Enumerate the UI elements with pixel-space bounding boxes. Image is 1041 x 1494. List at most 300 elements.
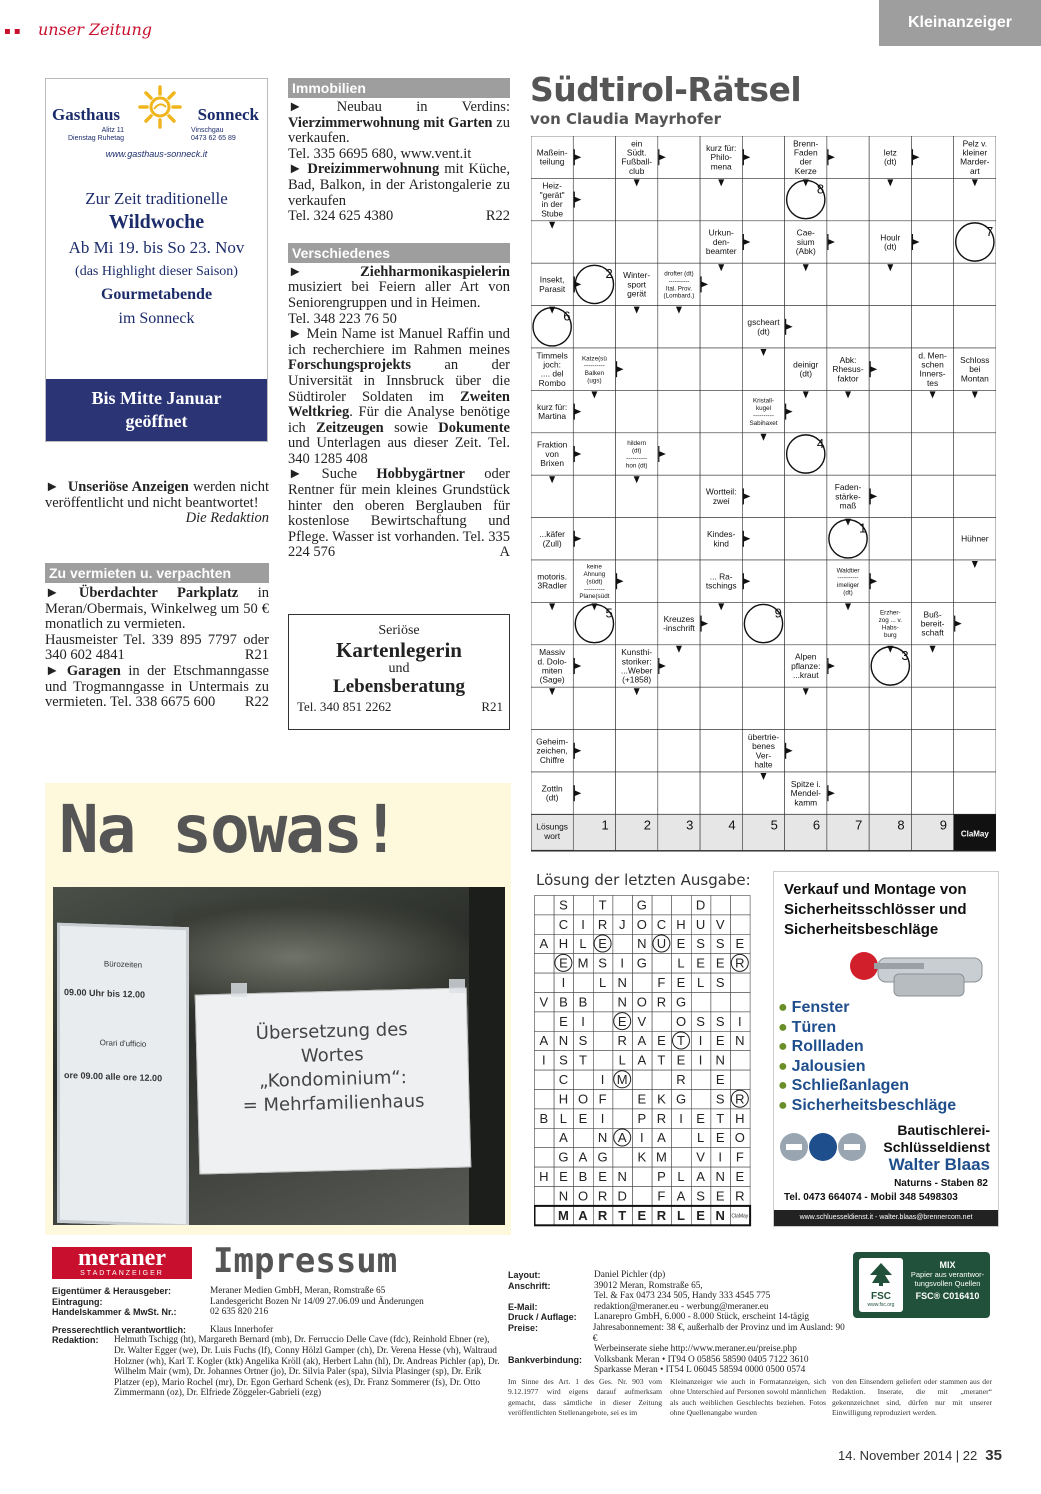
blaas-headline: Verkauf und Montage von Sicherheitsschlösser und Sicherheitsbeschläge bbox=[784, 881, 967, 938]
solution-letter: H bbox=[539, 1169, 549, 1184]
solution-letter: G bbox=[597, 1149, 608, 1165]
solution-cell bbox=[731, 993, 751, 1012]
clue-text: Spitze i. Mendel-kamm bbox=[790, 778, 821, 808]
answer-cell[interactable] bbox=[869, 518, 911, 560]
circle-number: 7 bbox=[985, 223, 994, 239]
solution-letter: F bbox=[598, 1091, 607, 1107]
solution-letter: B bbox=[539, 1110, 549, 1126]
clue-text: Alpen pflanze: ...kraut bbox=[791, 651, 821, 681]
solution-letter: E bbox=[715, 1130, 725, 1146]
answer-cell[interactable] bbox=[827, 433, 869, 475]
clue-text: Kindes-kind bbox=[707, 529, 736, 549]
solution-letter: U bbox=[695, 916, 706, 932]
solution-letter: I bbox=[541, 1052, 546, 1068]
answer-cell[interactable] bbox=[658, 348, 700, 390]
solution-letter: A bbox=[657, 1130, 666, 1146]
meraner-logo: meraner STADTANZEIGER bbox=[52, 1247, 192, 1279]
answer-cell[interactable] bbox=[954, 687, 996, 729]
solution-cell bbox=[535, 1187, 555, 1206]
solution-letter: B bbox=[578, 1169, 588, 1184]
solution-letter: V bbox=[715, 916, 725, 932]
solution-cell bbox=[731, 915, 751, 934]
solution-letter: I bbox=[698, 1052, 703, 1068]
clue-text: Abk: Rhesus-faktor bbox=[832, 354, 864, 384]
blaas-url[interactable]: www.schluesseldienst.it - walter.blaas@brennercom.net bbox=[774, 1210, 998, 1226]
solution-letter: S bbox=[598, 955, 607, 971]
answer-cell[interactable] bbox=[911, 730, 953, 772]
solution-letter: H bbox=[735, 1110, 745, 1126]
answer-cell[interactable] bbox=[954, 433, 996, 475]
clue-text: Brenn-Faden der Kerze bbox=[793, 138, 819, 176]
gasthaus-name-left: Gasthaus bbox=[52, 105, 121, 124]
solution-cell bbox=[672, 1148, 692, 1167]
solution-cell bbox=[613, 1148, 633, 1167]
puzzle-author: von Claudia Mayrhofer bbox=[530, 110, 722, 128]
solution-letter: L bbox=[559, 1110, 568, 1126]
solution-number: 7 bbox=[855, 817, 863, 833]
clue-text: Winter-sport gerät bbox=[623, 270, 651, 299]
solution-letter: L bbox=[677, 1169, 685, 1184]
solution-letter: V bbox=[696, 1149, 705, 1165]
answer-cell[interactable] bbox=[869, 730, 911, 772]
section-heading: Immobilien bbox=[288, 78, 510, 98]
solution-cell bbox=[535, 1012, 555, 1031]
solution-letter: I bbox=[737, 1013, 742, 1029]
answer-cell[interactable] bbox=[658, 687, 700, 729]
answer-cell[interactable] bbox=[827, 306, 869, 348]
clue-text: drofter (dt) ----------Ital. Prov. (Lombard.) bbox=[663, 270, 695, 300]
answer-cell[interactable] bbox=[658, 772, 700, 814]
solution-cell bbox=[613, 896, 633, 915]
solution-cell bbox=[731, 973, 751, 992]
answer-cell[interactable] bbox=[911, 560, 953, 602]
answer-cell[interactable] bbox=[573, 687, 615, 729]
solution-cell bbox=[593, 1031, 613, 1050]
solution-letter: A bbox=[539, 1033, 549, 1049]
circle-number: 3 bbox=[901, 647, 909, 663]
page-footer bbox=[838, 1447, 1002, 1464]
gasthaus-url[interactable]: www.gasthaus-sonneck.it bbox=[105, 149, 208, 159]
answer-cell[interactable] bbox=[658, 221, 700, 263]
solution-letter: L bbox=[618, 1052, 626, 1068]
answer-cell[interactable] bbox=[573, 475, 615, 517]
solution-letter: N bbox=[617, 1169, 627, 1184]
translation-sign: Übersetzung des Wortes „Kondominium“: = Mehrfamilienhaus bbox=[195, 987, 472, 1174]
solution-letter: I bbox=[600, 1110, 605, 1126]
solution-letter-cell[interactable] bbox=[616, 814, 658, 850]
answer-cell[interactable] bbox=[616, 221, 658, 263]
answer-cell[interactable] bbox=[616, 518, 658, 560]
clue-text: Insekt, Parasit bbox=[539, 274, 566, 294]
solution-letter: S bbox=[715, 1091, 725, 1107]
solution-cell bbox=[711, 896, 731, 915]
na-sowas-feature bbox=[45, 783, 511, 1235]
blaas-logo-icon bbox=[778, 1130, 868, 1164]
answer-cell[interactable] bbox=[785, 475, 827, 517]
solution-letter-cell[interactable] bbox=[869, 814, 911, 850]
solution-letter-cell[interactable] bbox=[658, 814, 700, 850]
answer-cell[interactable] bbox=[827, 687, 869, 729]
fsc-badge: FSC www.fsc.org MIX Papier aus verantwor- tungsvollen Quellen FSC® C016410 bbox=[853, 1252, 990, 1318]
legal-text: Kleinanzeiger wie auch in Formatanzeigen, sich ohne Unterschied auf Personen sowohl männlichen als auch weiblichen Geschlechts beziehen. Fotos ohne Quellenangabe wurden bbox=[670, 1377, 826, 1417]
solution-letter: R bbox=[735, 1188, 745, 1204]
answer-cell[interactable] bbox=[785, 518, 827, 560]
solution-letter: R bbox=[735, 1091, 745, 1107]
solution-cell bbox=[672, 1128, 692, 1147]
answer-cell[interactable] bbox=[658, 178, 700, 220]
solution-letter: G bbox=[636, 955, 647, 971]
solution-letter: I bbox=[679, 1110, 683, 1126]
answer-cell[interactable] bbox=[911, 518, 953, 560]
solution-letter: E bbox=[559, 955, 568, 971]
solution-letter: F bbox=[735, 1149, 744, 1165]
feature-photo bbox=[53, 887, 505, 1225]
answer-cell[interactable] bbox=[658, 730, 700, 772]
solution-letter: E bbox=[657, 1033, 666, 1049]
solution-letter: R bbox=[597, 1188, 608, 1204]
solution-letter-cell[interactable] bbox=[785, 814, 827, 850]
redaktion-notice: ► Unseriöse Anzeigen werden nicht veröffentlicht und nicht beantwortet! Die Redaktion bbox=[45, 479, 269, 527]
answer-cell[interactable] bbox=[954, 645, 996, 687]
solution-letter: E bbox=[715, 1033, 725, 1049]
solution-letter: A bbox=[578, 1207, 588, 1223]
answer-cell[interactable] bbox=[573, 221, 615, 263]
answer-cell[interactable] bbox=[869, 687, 911, 729]
clue-text: Cae-sium (Abk) bbox=[795, 227, 816, 257]
answer-cell[interactable] bbox=[616, 602, 658, 644]
answer-cell[interactable] bbox=[869, 433, 911, 475]
clue-text: kurz für: Martina bbox=[537, 401, 568, 422]
solution-letter: I bbox=[620, 955, 625, 971]
solution-letter: N bbox=[597, 1130, 608, 1146]
sun-icon bbox=[138, 85, 182, 129]
solution-letter: L bbox=[677, 955, 685, 971]
solution-letter: E bbox=[715, 955, 725, 971]
classified-ad: ► Suche Hobbygärtner oder Rentner für mein kleines Grundstück hinter den oberen Berglauben für kostenlose Bewirtschaftung und Pflege. Wasser ist vorhanden. Tel. 335 224 576 A bbox=[288, 466, 511, 561]
answer-cell[interactable] bbox=[700, 433, 742, 475]
solution-letter: T bbox=[716, 1110, 725, 1126]
solution-letter: S bbox=[715, 1013, 725, 1029]
solution-letter: R bbox=[656, 994, 667, 1010]
classified-ad: ► Neubau in Verdins: Vierzimmerwohnung mit Garten zu verkaufen. Tel. 335 6695 680, www.vent.it bbox=[288, 99, 510, 162]
answer-cell[interactable] bbox=[954, 306, 996, 348]
circle-number: 9 bbox=[774, 605, 782, 621]
circle-number: 1 bbox=[859, 520, 867, 536]
solution-letter: O bbox=[675, 1013, 687, 1029]
answer-cell[interactable] bbox=[616, 730, 658, 772]
impressum-contact: Layout: Daniel Pichler (dp) Anschrift: 39012 Meran, Romstraße 65, Tel. & Fax 0473 234 505, Handy 333 4545 775 E-Mail: redaktion@meraner.eu - werbung@meraner.eu Druck / Auflage: Lanarepro GmbH, 6.000 - 8.000 Stück, erscheint 14-tägig Preise: Jahresabonnement: 38 €, außerhalb der Provinz und im Ausland: 90 € Werbeinserate siehe http://www.meraner.eu/preise.php Bankverbindung: Volksbank Meran • IT94 O 05856 58590 0405 7122 3610 Sparkasse Meran • IT54 L 06045 58594 0000 0500 0574 bbox=[508, 1270, 845, 1376]
answer-cell[interactable] bbox=[700, 348, 742, 390]
clue-text: gscheart (dt) bbox=[747, 317, 780, 337]
solution-letter: E bbox=[696, 955, 705, 971]
solution-letter: E bbox=[559, 1169, 568, 1184]
solution-letter: N bbox=[558, 1033, 569, 1049]
solution-letter: E bbox=[696, 1110, 705, 1126]
answer-cell[interactable] bbox=[911, 772, 953, 814]
page-number: 35 bbox=[985, 1447, 1002, 1464]
solution-cell bbox=[731, 1051, 751, 1070]
clue-text: letz (dt) bbox=[883, 147, 897, 167]
solution-letter: M bbox=[557, 1207, 569, 1223]
immobilien-section bbox=[288, 78, 510, 561]
impressum-owner: Eigentümer & Herausgeber: Meraner Medien GmbH, Meran, Romstraße 65 Eintragung: Landesgericht Bozen Nr 14/09 27.06.09 und Änderungen Handelskammer & MwSt. Nr.: 02 635 820 216 Presserechtlich verantwortlich: Klaus Innerhofer Redaktion: Helmuth Tschigg (ht), Margareth Bernard (mb), Dr. Ferruccio Delle Cave (fdc), Reinhold Ebner (re), Dr. Walter Egger (we), Dr. Luis Fuchs (lf), Conny Hölzl Gamper (ch), Dr. Verena Hesse (vh), Waltraud Holzner (wh), Karl T. Kogler (ktk) Angelika Kröll (ak), Herbert Lahn (hl), Dr. Andreas Pichler (ap), Dr. Wilhelm Mair (wm), Dr. Johannes Ortner (jo), Dr. Silvia Paler (spa), Silvia Plasinger (sp), Dr. Erik Platzer (ep), Mario Rochel (mr), Dr. Egon Gerhard Schenk (es), Dr. Franz Sommerer (fs), Dr. Otto Zimmermann (oz), Dr. Elfriede Zöggeler-Gabrieli (ezg) bbox=[52, 1286, 500, 1399]
section-heading: Zu vermieten u. verpachten bbox=[45, 563, 269, 583]
solution-letter: O bbox=[577, 1091, 589, 1107]
solution-letter: V bbox=[539, 994, 549, 1010]
solution-letter: H bbox=[558, 936, 569, 952]
clue-text: Geheim-zeichen, Chiffre bbox=[536, 736, 569, 765]
solution-letter: E bbox=[598, 1169, 607, 1184]
fsc-tree-icon bbox=[866, 1261, 896, 1287]
clue-text: Kreuzes -inschrift bbox=[663, 613, 695, 634]
solution-letter: N bbox=[617, 975, 627, 990]
solution-cell bbox=[535, 1206, 555, 1225]
solution-letter: N bbox=[715, 1169, 725, 1184]
solution-letter: N bbox=[558, 1188, 569, 1204]
solution-letter: E bbox=[578, 1110, 588, 1126]
gasthaus-footer: Bis Mitte Januar geöffnet bbox=[46, 379, 267, 441]
solution-letter: C bbox=[558, 916, 569, 932]
puzzle-title: Südtirol-Rätsel bbox=[530, 70, 802, 109]
solution-cell bbox=[535, 1148, 555, 1167]
clue-text: übertrie-benes Ver-halte bbox=[747, 731, 780, 770]
solution-cell bbox=[535, 915, 555, 934]
clue-text: ...käfer (Zull) bbox=[539, 529, 565, 549]
issue-date: 14. November 2014 | 22 bbox=[838, 1448, 978, 1463]
solution-letter: N bbox=[617, 994, 627, 1010]
gasthaus-address-left: Alitz 11 Dienstag Ruhetag bbox=[68, 127, 125, 142]
solution-cell bbox=[535, 1090, 555, 1109]
answer-cell[interactable] bbox=[954, 730, 996, 772]
answer-cell[interactable] bbox=[954, 475, 996, 517]
solution-letter: E bbox=[715, 1188, 725, 1204]
solution-letter: L bbox=[579, 936, 587, 952]
solution-letter: D bbox=[695, 897, 706, 913]
clue-text: keine Ahnung (südt) ----------Plane(südt bbox=[579, 563, 610, 601]
classified-ad: ► Mein Name ist Manuel Raffin und ich recherchiere im Rahmen meines Forschungsprojekts an der Universität in Innsbruck über die Südtiroler Soldaten im Zweiten Weltkrieg. Für die Analyse benötige ich Zeitzeugen sowie Dokumente und Unterlagen aus dieser Zeit. Tel. 340 1285 408 bbox=[288, 326, 510, 467]
clue-text: Waldtier ----------imeliger (dt) bbox=[836, 567, 860, 597]
answer-cell[interactable] bbox=[700, 306, 742, 348]
solution-cell bbox=[691, 1070, 711, 1089]
solution-letter-cell[interactable] bbox=[827, 814, 869, 850]
solution-letter: E bbox=[735, 1169, 745, 1184]
solution-letter: I bbox=[698, 1033, 703, 1049]
gasthaus-name-right: Sonneck bbox=[197, 105, 259, 124]
solution-cell bbox=[652, 954, 672, 973]
answer-cell[interactable] bbox=[911, 475, 953, 517]
classified-ad: ► Ziehharmonikaspielerin musiziert bei Feiern aller Art von Seniorengruppen und in Heimen. Tel. 348 223 76 50 bbox=[288, 263, 510, 327]
clue-text: Zottln (dt) bbox=[541, 783, 563, 803]
answer-cell[interactable] bbox=[742, 645, 784, 687]
solution-letter: R bbox=[656, 1207, 667, 1223]
solution-letter: F bbox=[657, 1188, 666, 1204]
solution-letter: B bbox=[578, 994, 588, 1010]
solution-letter: M bbox=[616, 1072, 628, 1087]
key-cylinder-icon bbox=[834, 944, 994, 1004]
solution-letter: G bbox=[558, 1149, 569, 1165]
answer-cell[interactable] bbox=[911, 263, 953, 305]
solution-cell bbox=[672, 896, 692, 915]
solution-letter: O bbox=[734, 1130, 745, 1146]
solution-cell bbox=[535, 954, 555, 973]
circle-number: 6 bbox=[563, 308, 571, 324]
solution-letter: E bbox=[598, 936, 607, 952]
solution-letter: C bbox=[558, 1072, 569, 1087]
solution-letter: S bbox=[696, 1013, 705, 1029]
masthead-logo: unser Zeitung bbox=[38, 20, 153, 39]
solution-letter: A bbox=[696, 1169, 705, 1184]
classified-ad: ► Garagen in der Etschmanngasse und Trogmanngasse in Untermais zu vermieten. Tel. 338 6675 600 R22 bbox=[45, 662, 269, 711]
gasthaus-line: Ab Mi 19. bis So 23. Nov bbox=[68, 238, 245, 257]
solution-letter: S bbox=[715, 975, 725, 990]
solution-letter: L bbox=[696, 975, 705, 990]
answer-cell[interactable] bbox=[785, 602, 827, 644]
brand-label: ClaMay bbox=[731, 1213, 749, 1220]
solution-cell bbox=[613, 934, 633, 953]
answer-cell[interactable] bbox=[785, 560, 827, 602]
solution-letter: S bbox=[696, 1188, 705, 1204]
solution-number: 1 bbox=[601, 817, 609, 833]
solution-cell bbox=[574, 1070, 594, 1089]
solution-cell bbox=[535, 973, 555, 992]
solution-cell bbox=[535, 1070, 555, 1089]
answer-cell[interactable] bbox=[742, 263, 784, 305]
solution-letter: E bbox=[559, 1013, 568, 1029]
clue-text: Urkun-den-beamter bbox=[705, 227, 737, 257]
answer-cell[interactable] bbox=[911, 687, 953, 729]
clue-text: Buß-bereit-schaft bbox=[920, 609, 945, 638]
solution-cell bbox=[633, 973, 653, 992]
header-dots: ▪▪ bbox=[4, 26, 24, 37]
blaas-phone: Tel. 0473 664074 - Mobil 348 5498303 bbox=[784, 1192, 958, 1203]
solution-letter: R bbox=[597, 916, 608, 932]
solution-letter-cell[interactable] bbox=[911, 814, 953, 850]
clue-text: ein Südt. Fußball-club bbox=[621, 138, 653, 176]
answer-cell[interactable] bbox=[827, 178, 869, 220]
answer-cell[interactable] bbox=[869, 772, 911, 814]
solution-letter: E bbox=[696, 1207, 705, 1223]
solution-letter: O bbox=[636, 994, 647, 1010]
solution-number: 4 bbox=[728, 817, 736, 833]
solution-letter: N bbox=[637, 936, 647, 952]
solution-letter: S bbox=[578, 1033, 588, 1049]
answer-cell[interactable] bbox=[700, 687, 742, 729]
solution-letter: V bbox=[637, 1013, 647, 1029]
solution-cell bbox=[613, 1090, 633, 1109]
solution-letter: J bbox=[618, 916, 626, 932]
solution-letter: U bbox=[656, 936, 667, 952]
solution-letter: I bbox=[581, 1013, 585, 1029]
solution-letter: I bbox=[581, 916, 585, 932]
solution-letter: I bbox=[718, 1149, 723, 1165]
clue-text: ... Ra-tschings bbox=[705, 571, 737, 591]
answer-cell[interactable] bbox=[700, 390, 742, 432]
clue-text: Erzher-zog ... v. Habs-burg bbox=[878, 609, 902, 639]
solution-cell bbox=[535, 1128, 555, 1147]
solution-cell bbox=[633, 1167, 653, 1186]
section-heading: Verschiedenes bbox=[288, 243, 510, 263]
clue-text: Schloss bei Montan bbox=[960, 354, 990, 384]
solution-letter: I bbox=[561, 975, 566, 990]
solution-letter: A bbox=[539, 936, 549, 952]
answer-cell[interactable] bbox=[911, 178, 953, 220]
solution-number: 8 bbox=[897, 817, 905, 833]
clue-text: hildern (dt) ----------hon (dt) bbox=[625, 440, 648, 470]
solution-cell bbox=[652, 1070, 672, 1089]
answer-cell[interactable] bbox=[658, 475, 700, 517]
answer-cell[interactable] bbox=[869, 306, 911, 348]
classified-ad: ► Überdachter Parkplatz in Meran/Obermais, Winkelweg um 50 € monatlich zu vermieten. Hausmeister Tel. 339 895 7797 oder 340 602 4841 R21 bbox=[45, 585, 270, 664]
answer-cell[interactable] bbox=[827, 730, 869, 772]
solution-cell bbox=[593, 993, 613, 1012]
answer-cell[interactable] bbox=[573, 306, 615, 348]
answer-cell[interactable] bbox=[869, 390, 911, 432]
answer-cell[interactable] bbox=[616, 390, 658, 432]
solution-letter: S bbox=[559, 1052, 568, 1068]
circle-number: 2 bbox=[605, 266, 613, 282]
solution-number: 6 bbox=[812, 817, 821, 833]
solution-letter: E bbox=[735, 936, 745, 952]
solution-letter: T bbox=[657, 1052, 666, 1068]
answer-cell[interactable] bbox=[658, 390, 700, 432]
solution-letter: A bbox=[637, 1033, 647, 1049]
answer-cell[interactable] bbox=[700, 772, 742, 814]
answer-cell[interactable] bbox=[911, 433, 953, 475]
answer-cell[interactable] bbox=[954, 263, 996, 305]
solution-letter: N bbox=[735, 1033, 745, 1049]
blaas-service-list: ● Fenster ● Türen ● Rollladen ● Jalousien ● Schließanlagen ● Sicherheitsbeschläge bbox=[778, 999, 957, 1114]
clue-text: Houlr (dt) bbox=[880, 232, 901, 252]
answer-cell[interactable] bbox=[911, 306, 953, 348]
clue-text: Timmels joch: .... del Rombo bbox=[536, 350, 568, 388]
gasthaus-line: (das Highlight dieser Saison) bbox=[75, 264, 238, 279]
crossword-grid[interactable] bbox=[531, 136, 996, 853]
solution-letter-cell[interactable] bbox=[700, 814, 742, 850]
solution-letter: T bbox=[677, 1033, 685, 1049]
solution-cell bbox=[691, 1090, 711, 1109]
notice-signature: Die Redaktion bbox=[185, 510, 269, 527]
solution-letter: S bbox=[715, 936, 725, 952]
solution-grid bbox=[534, 895, 752, 1227]
solution-cell bbox=[731, 1070, 751, 1089]
clue-text: Kristall-kugel ----------Sabihaxet bbox=[749, 397, 778, 427]
answer-cell[interactable] bbox=[700, 730, 742, 772]
solution-letter: L bbox=[696, 1130, 705, 1146]
solution-letter: H bbox=[558, 1091, 569, 1107]
solution-letter: E bbox=[637, 1207, 647, 1223]
solution-letter: O bbox=[636, 916, 647, 932]
solution-letter-cell[interactable] bbox=[573, 814, 615, 850]
answer-cell[interactable] bbox=[742, 178, 784, 220]
answer-cell[interactable] bbox=[827, 263, 869, 305]
solution-letter: E bbox=[676, 936, 686, 952]
clue-text: Hühner bbox=[961, 533, 989, 544]
answer-cell[interactable] bbox=[954, 772, 996, 814]
answer-cell[interactable] bbox=[616, 772, 658, 814]
gasthaus-logo bbox=[46, 79, 267, 159]
answer-cell[interactable] bbox=[742, 687, 784, 729]
answer-cell[interactable] bbox=[658, 560, 700, 602]
impressum-title: Impressum bbox=[213, 1241, 398, 1281]
gasthaus-line: Gourmetabende bbox=[100, 286, 213, 303]
solution-letter: K bbox=[637, 1149, 647, 1165]
solution-title: Lösung der letzten Ausgabe: bbox=[536, 871, 751, 889]
answer-cell[interactable] bbox=[658, 518, 700, 560]
solution-letter: R bbox=[676, 1072, 686, 1087]
solution-letter: R bbox=[597, 1207, 608, 1223]
answer-cell[interactable] bbox=[700, 645, 742, 687]
solution-letter-cell[interactable] bbox=[742, 814, 784, 850]
